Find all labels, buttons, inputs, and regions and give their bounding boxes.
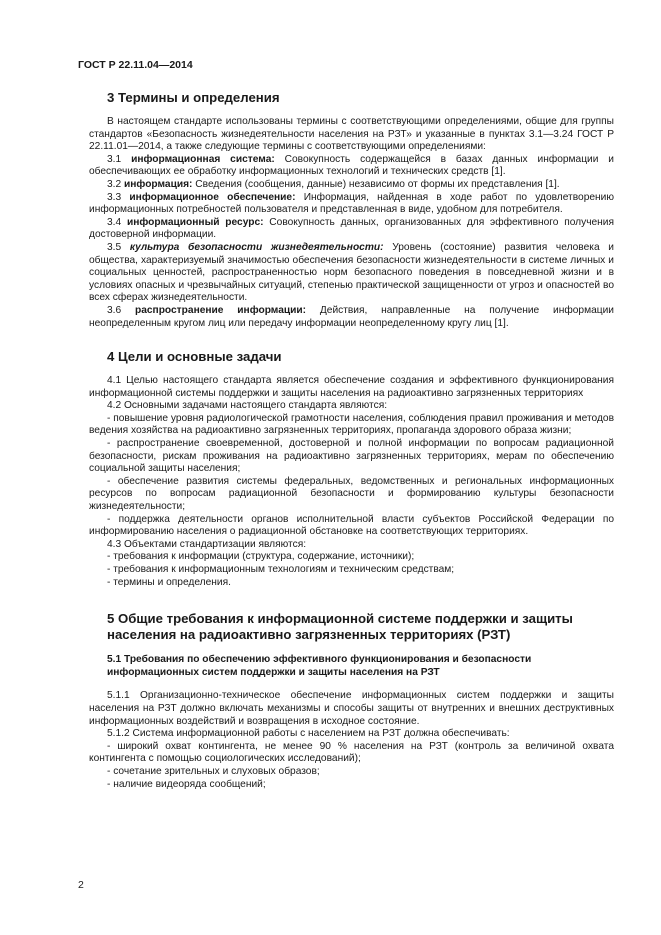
term-3-3 (89, 192, 614, 217)
term-name: распространение информации: (135, 304, 307, 316)
term-definition: Совокупность содержащейся в базах данных информации и обеспечивающих ее обработку информационных технологий и технических средств [1]. (89, 153, 614, 178)
page-number: 2 (78, 879, 84, 891)
term-name: информация: (124, 178, 193, 190)
list-item: - требования к информационным технологиям и техническим средствам; (107, 564, 455, 575)
section-5-title: 5 Общие требования к информационной системе поддержки и защиты населения на радиоактивно загрязненных территориях (РЗТ) (107, 611, 573, 643)
list-item: - распространение своевременной, достоверной и полной информации по вопросам радиационной безопасности, рискам проживания на радиоактивно загрязненных территориях, мерам по обеспечению социальной защиты населения; (89, 438, 614, 475)
section-4-title: 4 Цели и основные задачи (107, 349, 282, 365)
term-number: 3.4 (107, 216, 122, 228)
clause-4-2: 4.2 Основными задачами настоящего стандарта являются: (107, 400, 388, 412)
term-definition: Совокупность данных, организованных для эффективного получения достоверной информации. (89, 216, 614, 241)
list-item: - наличие видеоряда сообщений; (107, 778, 266, 790)
term-number: 3.3 (107, 191, 122, 203)
list-item: - поддержка деятельности органов исполнительной власти субъектов Российской Федерации по информированию населения о радиационной обстановке на соответствующих территориях. (89, 513, 614, 538)
term-definition: Уровень (состояние) развития человека и общества, характеризуемый значимостью обеспечения безопасности жизнедеятельности в системе личных и социальных ценностей, распространенностью норм безопасного поведения в повседневной жизни и в условиях опасных и чрезвычайных ситуаций, степенью практической защищенности от угроз и опасностей во всех сферах жизнедеятельности. (89, 241, 614, 304)
term-definition: Информация, найденная в ходе работ по удовлетворению информационных потребностей пользователя и представленная в виде, удобном для потребителя. (89, 191, 614, 216)
standard-header: ГОСТ Р 22.11.04—2014 (78, 59, 193, 71)
term-name: информационная система: (131, 153, 275, 165)
term-3-2 (89, 179, 614, 192)
clause-4-3: 4.3 Объектами стандартизации являются: (107, 538, 307, 550)
term-name: информационный ресурс: (126, 216, 264, 228)
term-number: 3.1 (107, 153, 122, 165)
section-3-title: 3 Термины и определения (107, 90, 280, 105)
clause-4-1: 4.1 Целью настоящего стандарта является обеспечение создания и эффективного функционирования информационной системы поддержки и защиты населения на радиоактивно загрязненных территориях (89, 375, 614, 399)
list-item: - сочетание зрительных и слуховых образов; (107, 765, 320, 777)
subsection-5-1-title: 5.1 Требования по обеспечению эффективного функционирования и безопасности информационных систем поддержки и защиты населения на РЗТ (107, 654, 532, 678)
term-number: 3.6 (107, 304, 122, 316)
list-item: - термины и определения. (107, 576, 231, 588)
term-3-4 (89, 217, 614, 242)
list-item: - обеспечение развития системы федеральных, ведомственных и региональных информационных ресурсов по вопросам радиационной безопасности и формированию культуры безопасности жизнедеятельности; (89, 475, 614, 513)
term-number: 3.5 (107, 241, 122, 253)
term-number: 3.2 (107, 178, 122, 190)
list-item: - повышение уровня радиологической грамотности населения, соблюдения правил проживания и методов ведения хозяйства на радиоактивно загрязненных территориях, пропаганда здорового образа жизни; (89, 412, 614, 437)
term-3-5 (89, 242, 614, 305)
term-definition: Действия, направленные на получение информации неопределенным кругом лиц или передачу информации неопределенному кругу лиц [1]. (89, 304, 614, 329)
list-item: - широкий охват контингента, не менее 90 % населения на РЗТ (контроль за величиной охвата контингента с помощью социологических исследований); (89, 740, 614, 765)
term-3-1 (89, 154, 614, 179)
term-definition: Сведения (сообщения, данные) независимо от формы их представления [1]. (195, 178, 560, 190)
document-body (89, 90, 614, 791)
list-item: - требования к информации (структура, содержание, источники); (107, 551, 415, 563)
clause-5-1-1: 5.1.1 Организационно-техническое обеспечение информационных систем поддержки и защиты населения на РЗТ должно включать механизмы и способы защиты от внутренних и внешних деструктивных информационных воздействий и возвращения в исходное состояние. (89, 690, 614, 727)
clause-5-1-2: 5.1.2 Система информационной работы с населением на РЗТ должна обеспечивать: (107, 728, 510, 740)
term-3-6 (89, 305, 614, 330)
section-3-intro: В настоящем стандарте использованы термины с соответствующими определениями, общие для группы стандартов «Безопасность жизнедеятельности населения на РЗТ» и указанные в пунктах 3.1—3.24 ГОСТ Р 22.11.01—2014, а также следующие термины с соответствующими определениями: (89, 116, 614, 153)
term-name: культура безопасности жизнедеятельности: (129, 241, 384, 253)
term-name: информационное обеспечение: (129, 191, 296, 203)
